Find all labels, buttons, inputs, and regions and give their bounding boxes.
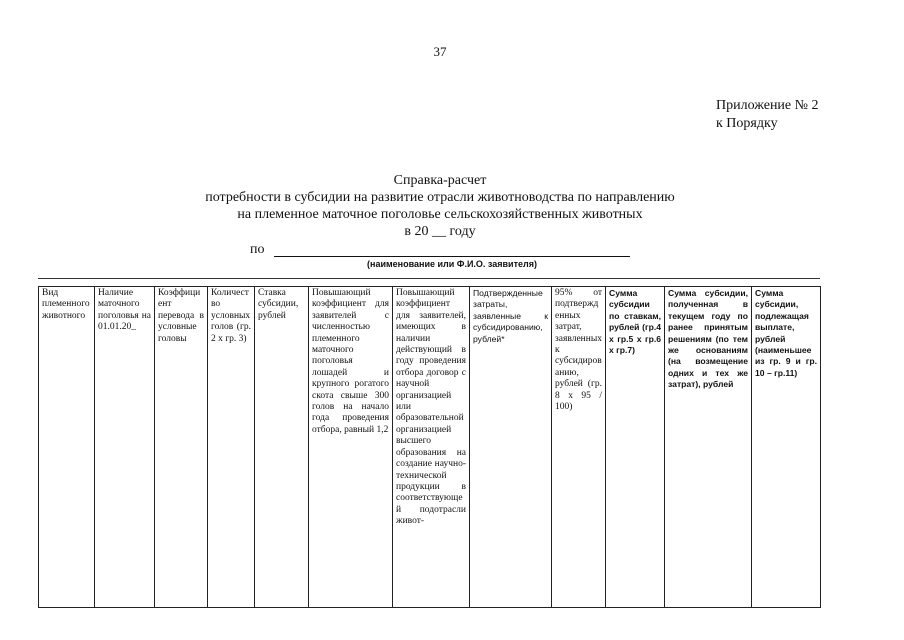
header-cell-5: Ставка субсидии, рублей [255,287,309,608]
applicant-name-field[interactable] [274,256,630,257]
appendix-line-1: Приложение № 2 [716,98,819,113]
header-cell-6: Повышающий коэффициент для заявителей с численностью племенного маточного поголовья лошадей и крупного рогатого скота свыше 300 голов на начало года проведения отбора, равный 1,2 [309,287,393,608]
header-cell-11: Сумма субсидии, полученная в текущем году по ранее принятым решениям (по тем же основаниям (на возмещение одних и тех же затрат), рублей [665,287,752,608]
applicant-caption: (наименование или Ф.И.О. заявителя) [367,259,537,269]
table-header-row [39,287,821,608]
header-cell-10: Сумма субсидии по ставкам, рублей (гр.4 х гр.5 х гр.6 х гр.7) [606,287,665,608]
title-line-3: на племенное маточное поголовье сельскохозяйственных животных [237,207,643,222]
page-number: 37 [433,44,447,59]
table-top-rule [38,278,820,279]
header-cell-9: 95% от подтвержденных затрат, заявленных к субсидированию, рублей (гр. 8 х 95 / 100) [552,287,606,608]
header-cell-1: Вид племенного животного [39,287,95,608]
header-cell-3: Коэффициент перевода в условные головы [155,287,208,608]
calculation-table [38,286,821,608]
header-cell-4: Количество условных голов (гр. 2 х гр. 3) [208,287,255,608]
title-line-1: Справка-расчет [393,173,487,188]
appendix-line-2: к Порядку [716,116,778,131]
applicant-prefix: по [250,242,265,257]
header-cell-7: Повышающий коэффициент для заявителей, имеющих в наличии действующий в году проведения отбора договор с научной организацией или образовательной организацией высшего образования на создание научно-технической продукции в соответствующей подотрасли живот- [393,287,470,608]
appendix-reference [716,97,819,133]
title-line-2: потребности в субсидии на развитие отрасли животноводства по направлению [205,190,675,205]
header-cell-12: Сумма субсидии, подлежащая выплате, рублей (наименьшее из гр. 9 и гр. 10 – гр.11) [752,287,821,608]
title-line-4: в 20 __ году [404,224,476,239]
document-title [0,172,880,240]
header-cell-8: Подтвержденные затраты, заявленные к субсидированию, рублей* [470,287,552,608]
header-cell-2: Наличие маточного поголовья на 01.01.20_ [95,287,155,608]
